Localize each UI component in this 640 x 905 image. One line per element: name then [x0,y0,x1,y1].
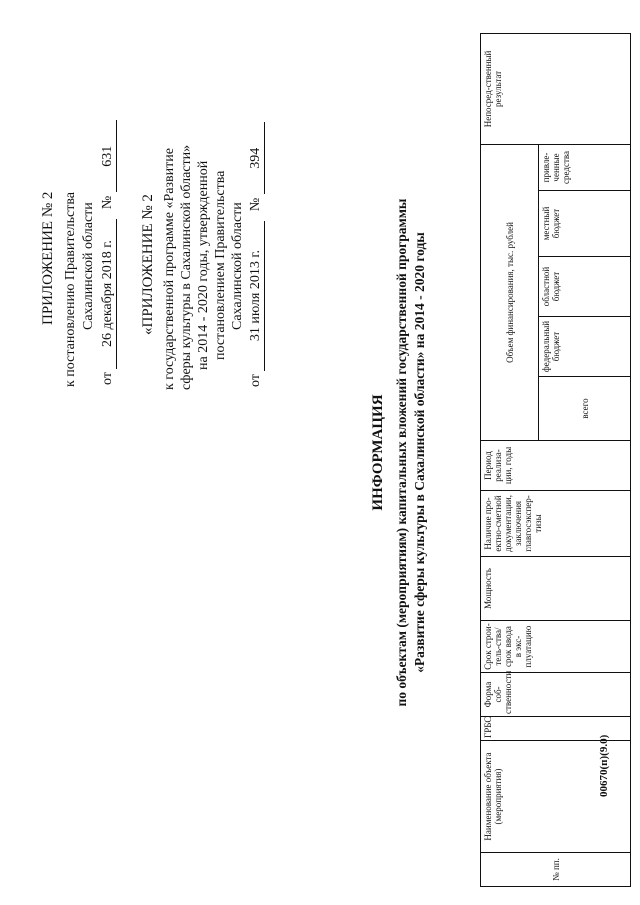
prev-appendix-line-3: на 2014 - 2020 годы, утвержденной [196,160,211,370]
prev-appendix-number: 394 [248,122,265,194]
document-title: ИНФОРМАЦИЯ [370,394,386,511]
col-header-documentation: Наличие про-ектно-сметной документации, заключения главгосэкспер-тизы [481,491,631,557]
col-header-construction-term: Срок строи-тель-ства/срок ввода в экс-плуатацию [481,621,631,673]
appendix-date-line [100,120,117,385]
col-header-number: № пп. [481,853,631,887]
col-header-result: Непосред-ственный результат [481,33,631,144]
prev-appendix-line-5: Сахалинской области [230,202,245,330]
col-header-total: всего [539,377,631,441]
document-subtitle-2: «Развитие сферы культуры в Сахалинской области» на 2014 - 2020 годы [412,232,427,673]
prev-appendix-date: 31 июля 2013 г. [248,221,265,371]
appendix-number-label: № [100,195,115,210]
prev-appendix-line-2: сферы культуры в Сахалинской области» [179,144,194,390]
prev-appendix-date-prefix: от [248,374,263,387]
document-subtitle-1: по объектам (мероприятиям) капитальных вложений государственной программы [394,198,409,707]
appendix-date: 26 декабря 2018 г. [100,219,117,369]
appendix-line-1: к постановлению Правительства [63,191,78,387]
col-header-funding: Объем финансирования, тыс. рублей [481,144,539,440]
prev-appendix-number-label: № [248,197,263,212]
col-header-grbs: ГРБС [481,717,631,741]
appendix-date-prefix: от [100,372,115,385]
footer-document-code: 00670(п)(9.0) [598,734,610,797]
appendix-title: ПРИЛОЖЕНИЕ № 2 [40,191,56,325]
col-header-ownership: Форма соб-ственности [481,673,631,717]
col-header-federal: федеральный бюджет [539,317,631,377]
appendix-number: 631 [100,120,117,192]
col-header-period: Период реализа-ции, годы [481,441,631,491]
col-header-other: привле-ченные средства [539,144,631,190]
prev-appendix-title: «ПРИЛОЖЕНИЕ № 2 [140,194,156,335]
col-header-name: Наименование объекта (мероприятия) [481,741,631,853]
prev-appendix-line-4: постановлением Правительства [213,170,228,360]
prev-appendix-line-1: к государственной программе «Развитие [162,148,177,390]
col-header-capacity: Мощность [481,557,631,621]
col-header-regional: областной бюджет [539,257,631,317]
prev-appendix-date-line [248,122,265,387]
appendix-line-2: Сахалинской области [81,202,96,330]
col-header-local: местный бюджет [539,191,631,257]
